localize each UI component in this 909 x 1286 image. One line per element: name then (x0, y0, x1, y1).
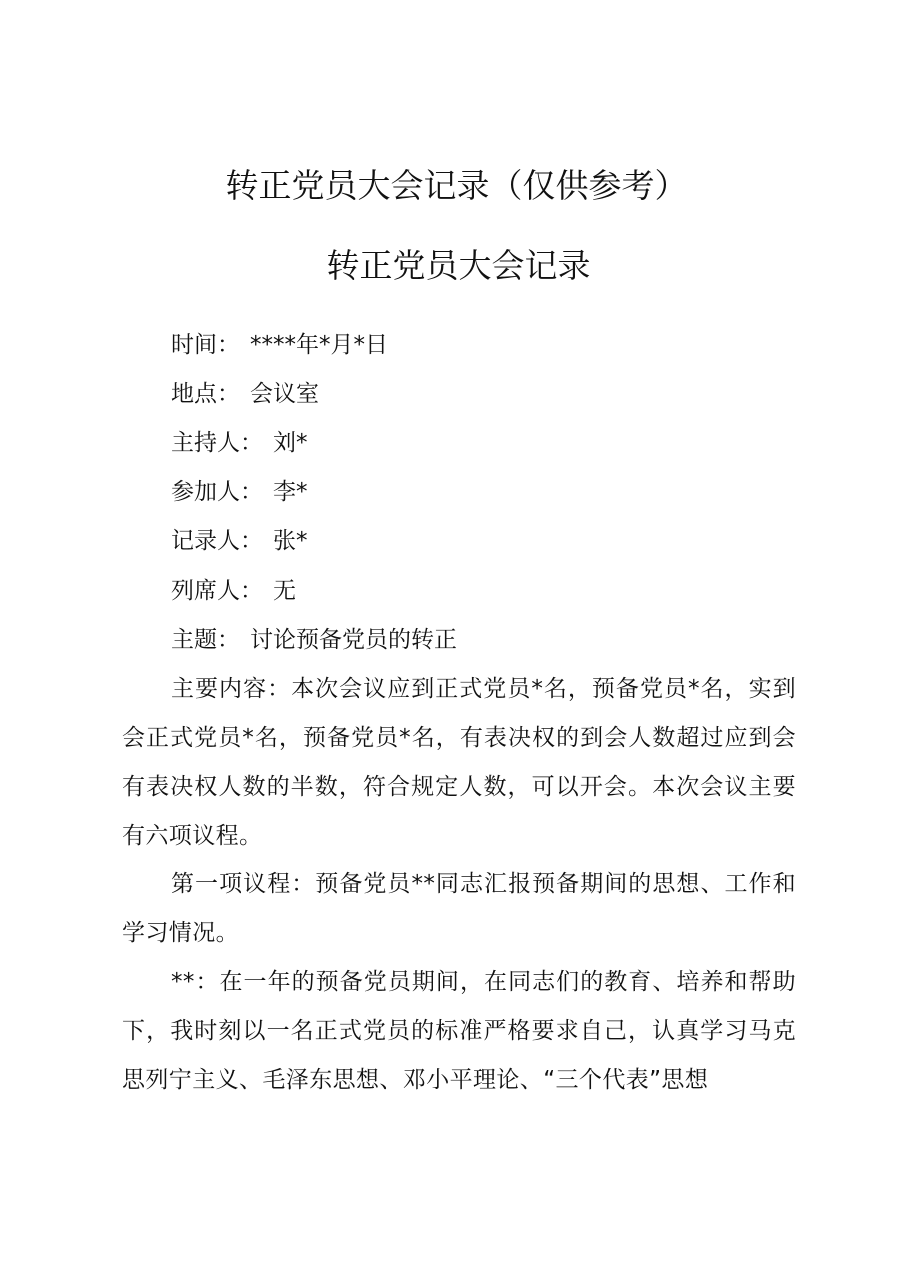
field-observers-label: 列席人 (171, 578, 240, 604)
field-separator: ： (217, 332, 240, 358)
field-host-value: 刘* (273, 430, 308, 456)
agenda-item-1-paragraph: 第一项议程：预备党员**同志汇报预备期间的思想、工作和学习情况。 (122, 871, 796, 946)
field-topic (171, 625, 457, 655)
field-place (171, 379, 319, 409)
field-separator: ： (217, 627, 240, 653)
field-place-label: 地点 (171, 381, 217, 407)
field-attendees (171, 477, 308, 507)
field-topic-label: 主题 (171, 627, 217, 653)
field-attendees-value: 李* (273, 479, 308, 505)
field-separator: ： (240, 528, 263, 554)
field-recorder-label: 记录人 (171, 528, 240, 554)
main-content-paragraph: 主要内容：本次会议应到正式党员*名，预备党员*名，实到会正式党员*名，预备党员*名，有表决权的到会人数超过应到会有表决权人数的半数，符合规定人数，可以开会。本次会议主要有六项议程。 (122, 676, 796, 849)
field-separator: ： (240, 430, 263, 456)
field-time (171, 330, 388, 360)
field-observers (171, 576, 296, 606)
field-separator: ： (217, 381, 240, 407)
field-host-label: 主持人 (171, 430, 240, 456)
speech-paragraph: **：在一年的预备党员期间，在同志们的教育、培养和帮助下，我时刻以一名正式党员的标准严格要求自己，认真学习马克思列宁主义、毛泽东思想、邓小平理论、“三个代表”思想 (122, 969, 796, 1093)
field-host (171, 428, 308, 458)
field-place-value: 会议室 (250, 381, 319, 407)
field-separator: ： (240, 479, 263, 505)
field-time-label: 时间 (171, 332, 217, 358)
document-title: 转正党员大会记录（仅供参考） (225, 166, 688, 205)
field-time-value: ****年*月*日 (250, 332, 388, 358)
field-recorder-value: 张* (273, 528, 308, 554)
field-separator: ： (240, 578, 263, 604)
field-topic-value: 讨论预备党员的转正 (250, 627, 457, 653)
field-attendees-label: 参加人 (171, 479, 240, 505)
field-recorder (171, 526, 308, 556)
document-subtitle: 转正党员大会记录 (326, 246, 591, 285)
field-observers-value: 无 (273, 578, 296, 604)
